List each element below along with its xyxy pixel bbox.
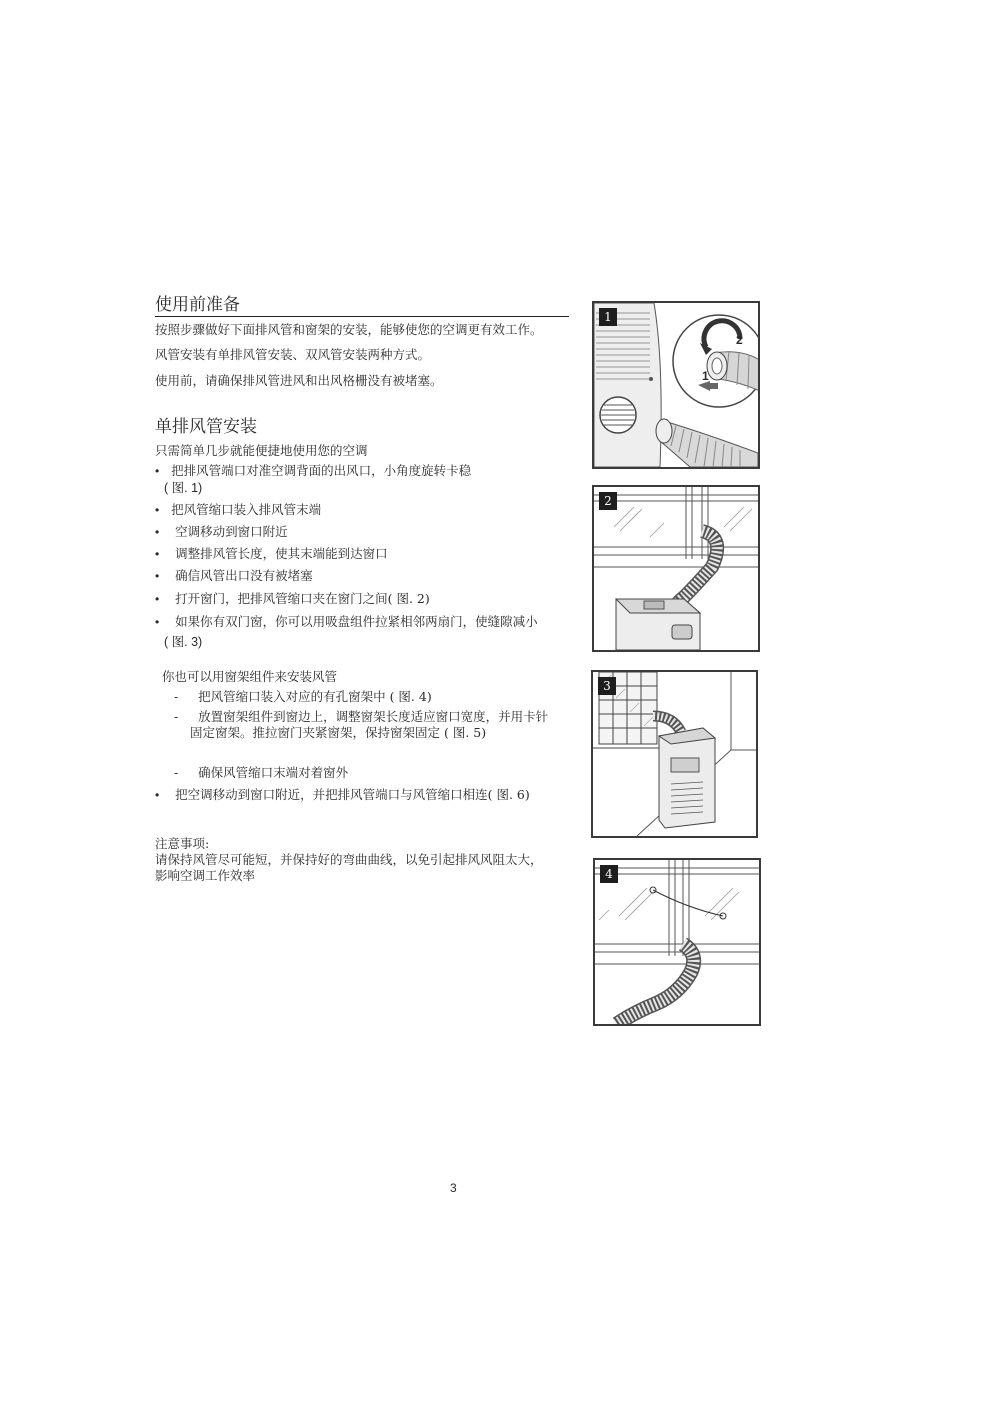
step-continuation: 固定窗架。推拉窗门夹紧窗架，保持窗架固定 ( 图. 5) [190,725,487,740]
step-text: 放置窗架组件到窗边上，调整窗架长度适应窗口宽度，并用卡针 [198,709,549,724]
step-text: 空调移动到窗口附近 [175,524,288,539]
intro-line-3: 使用前，请确保排风管进风和出风格栅没有被堵塞。 [155,373,443,388]
notes-line-2: 影响空调工作效率 [155,868,256,883]
dash: - [174,709,179,724]
step-text: 把空调移动到窗口附近，并把排风管端口与风管缩口相连( 图. 6) [175,787,530,802]
title-underline [155,316,569,317]
figure-badge: 1 [599,308,617,326]
step-text: 确保风管缩口末端对着窗外 [198,765,349,780]
figure-2-illustration [594,487,758,650]
figure-2 [592,485,760,652]
page-number: 3 [450,1181,457,1195]
step-text: 把排风管端口对准空调背面的出风口，小角度旋转卡稳 [171,463,472,478]
step-text: 如果你有双门窗，你可以用吸盘组件拉紧相邻两扇门，使缝隙减小 [175,614,538,629]
figure-4-illustration [595,860,759,1024]
figure-1 [592,301,760,469]
list-item [174,689,432,705]
step-text: 调整排风管长度，使其末端能到达窗口 [175,546,388,561]
bullet: • [155,525,160,539]
figure-3-illustration [593,672,756,836]
dash: - [174,689,179,704]
figure-badge: 3 [598,677,616,695]
list-item [155,591,430,607]
step-text: 确信风管出口没有被堵塞 [175,568,313,583]
list-item [155,502,321,518]
figure-3 [591,670,758,838]
single-hose-lead: 只需简单几步就能便捷地使用您的空调 [155,443,368,458]
figure-badge: 2 [599,492,617,510]
list-item [155,787,530,803]
bullet: • [155,615,160,629]
list-item [174,709,548,725]
figure-badge: 4 [600,865,618,883]
bullet: • [155,788,160,802]
list-item [155,614,538,630]
intro-line-2: 风管安装有单排风管安装、双风管安装两种方式。 [155,347,431,362]
window-kit-lead: 你也可以用窗架组件来安装风管 [162,669,338,684]
step-continuation: ( 图. 1) [164,481,203,495]
list-item [155,568,313,584]
figure-4 [593,858,761,1026]
intro-line-1: 按照步骤做好下面排风管和窗架的安装，能够使您的空调更有效工作。 [155,322,543,337]
step-continuation: ( 图. 3) [164,635,203,649]
arrow-label: 1 [702,369,709,383]
dash: - [174,765,179,780]
figure-1-illustration [594,303,758,467]
bullet: • [155,592,160,606]
step-text: 把风管缩口装入排风管末端 [171,502,322,517]
arrow-label: 2 [736,333,743,347]
single-hose-title: 单排风管安装 [155,417,257,437]
list-item [155,546,388,562]
bullet: • [155,547,160,561]
notes-title: 注意事项: [155,836,210,851]
bullet: • [155,503,160,517]
step-text: 打开窗门，把排风管缩口夹在窗门之间( 图. 2) [175,591,430,606]
bullet: • [155,569,160,583]
list-item [155,463,471,479]
section-title: 使用前准备 [155,295,240,315]
list-item [174,765,348,781]
bullet: • [155,464,160,478]
notes-line-1: 请保持风管尽可能短，并保持好的弯曲曲线，以免引起排风风阻太大， [155,852,543,867]
list-item [155,524,288,540]
step-text: 把风管缩口装入对应的有孔窗架中 ( 图. 4) [198,689,432,704]
